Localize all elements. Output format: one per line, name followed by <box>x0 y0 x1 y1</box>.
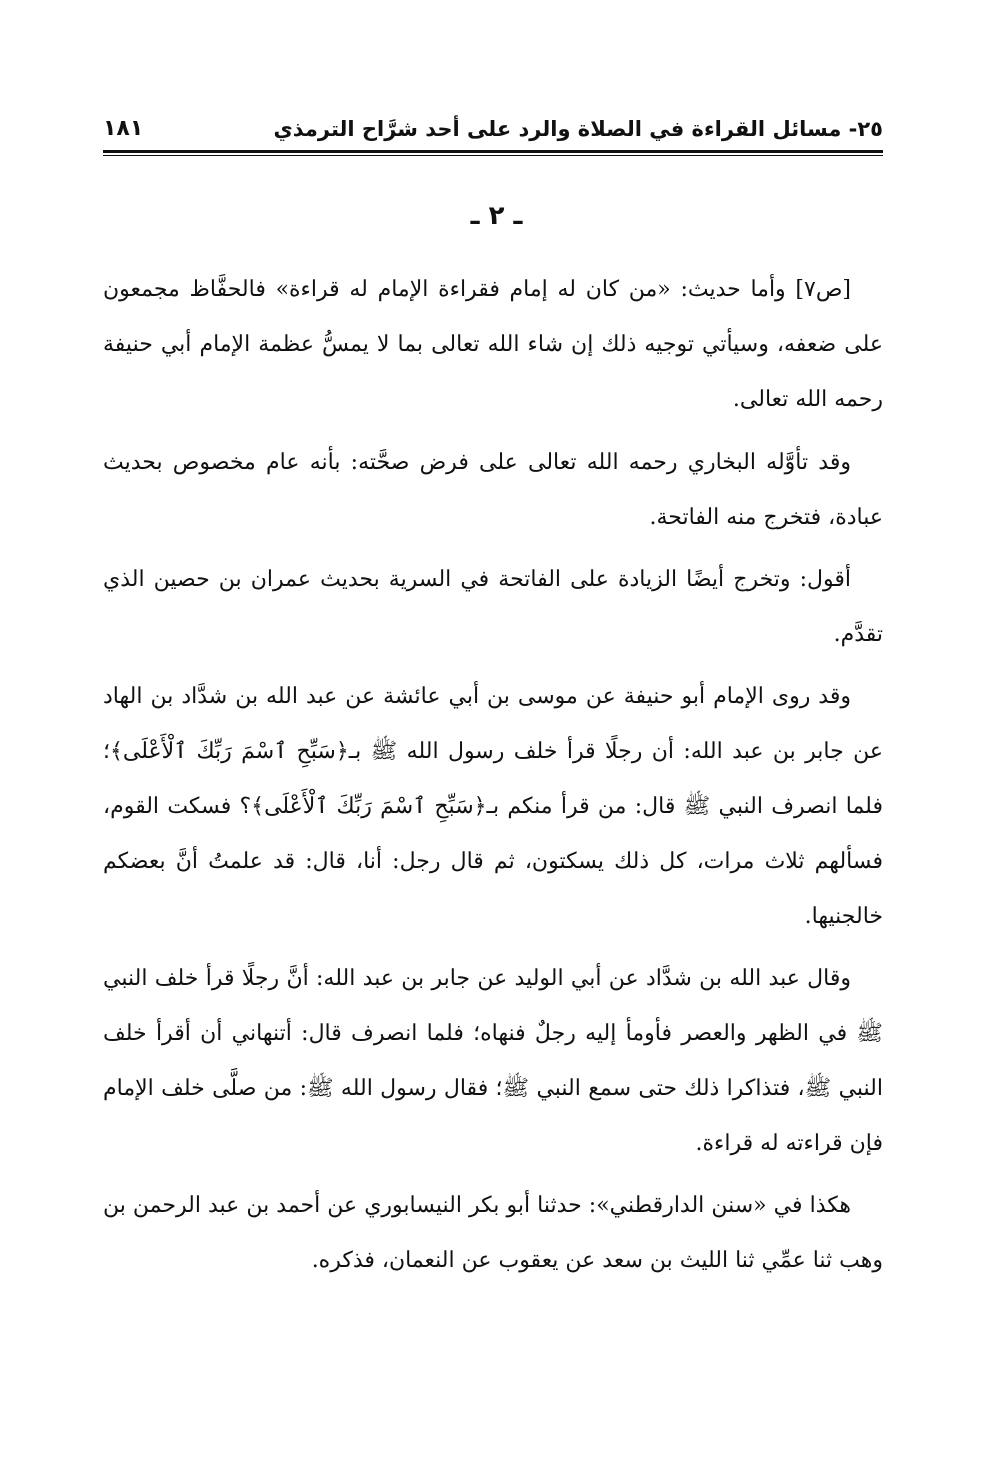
paragraph-6: هكذا في «سنن الدارقطني»: حدثنا أبو بكر النيسابوري عن أحمد بن عبد الرحمن بن وهب ثنا عمِّي ثنا الليث بن سعد عن يعقوب عن النعمان، فذكره. <box>103 1193 883 1273</box>
page-number: ١٨١ <box>103 116 144 141</box>
running-header-title: ٢٥- مسائل القراءة في الصلاة والرد على أحد شرَّاح الترمذي <box>273 117 883 141</box>
paragraph-4: وقد روى الإمام أبو حنيفة عن موسى بن أبي عائشة عن عبد الله بن شدَّاد بن الهاد عن جابر بن عبد الله: أن رجلًا قرأ خلف رسول الله ﷺ بـ﴿سَبِّحِ ٱسْمَ رَبِّكَ ٱلْأَعْلَى﴾؛ فلما انصرف النبي ﷺ قال: من قرأ منكم بـ﴿سَبِّحِ ٱسْمَ رَبِّكَ ٱلْأَعْلَى﴾؟ فسكت القوم، فسألهم ثلاث مرات، كل ذلك يسكتون، ثم قال رجل: أنا، قال: قد علمتُ أنَّ بعضكم خالجنيها. <box>103 684 883 929</box>
body-text <box>103 262 883 1295</box>
paragraph-2: وقد تأوَّله البخاري رحمه الله تعالى على فرض صحَّته: بأنه عام مخصوص بحديث عبادة، فتخرج منه الفاتحة. <box>103 450 883 530</box>
paragraph-3: أقول: وتخرج أيضًا الزيادة على الفاتحة في السرية بحديث عمران بن حصين الذي تقدَّم. <box>103 567 883 647</box>
header-rule-thin <box>103 155 883 156</box>
paragraph-5: وقال عبد الله بن شدَّاد عن أبي الوليد عن جابر بن عبد الله: أنَّ رجلًا قرأ خلف النبي ﷺ في الظهر والعصر فأومأ إليه رجلٌ فنهاه؛ فلما انصرف قال: أتنهاني أن أقرأ خلف النبي ﷺ، فتذاكرا ذلك حتى سمع النبي ﷺ؛ فقال رسول الله ﷺ: من صلَّى خلف الإمام فإن قراءته له قراءة. <box>103 966 883 1156</box>
header-rule-thick <box>103 150 883 153</box>
section-number: ـ ٢ ـ <box>470 201 523 231</box>
running-header <box>103 112 883 148</box>
paragraph-1: [ص٧] وأما حديث: «من كان له إمام فقراءة الإمام له قراءة» فالحفَّاظ مجمعون على ضعفه، وسيأتي توجيه ذلك إن شاء الله تعالى بما لا يمسُّ عظمة الإمام أبي حنيفة رحمه الله تعالى. <box>103 277 883 412</box>
